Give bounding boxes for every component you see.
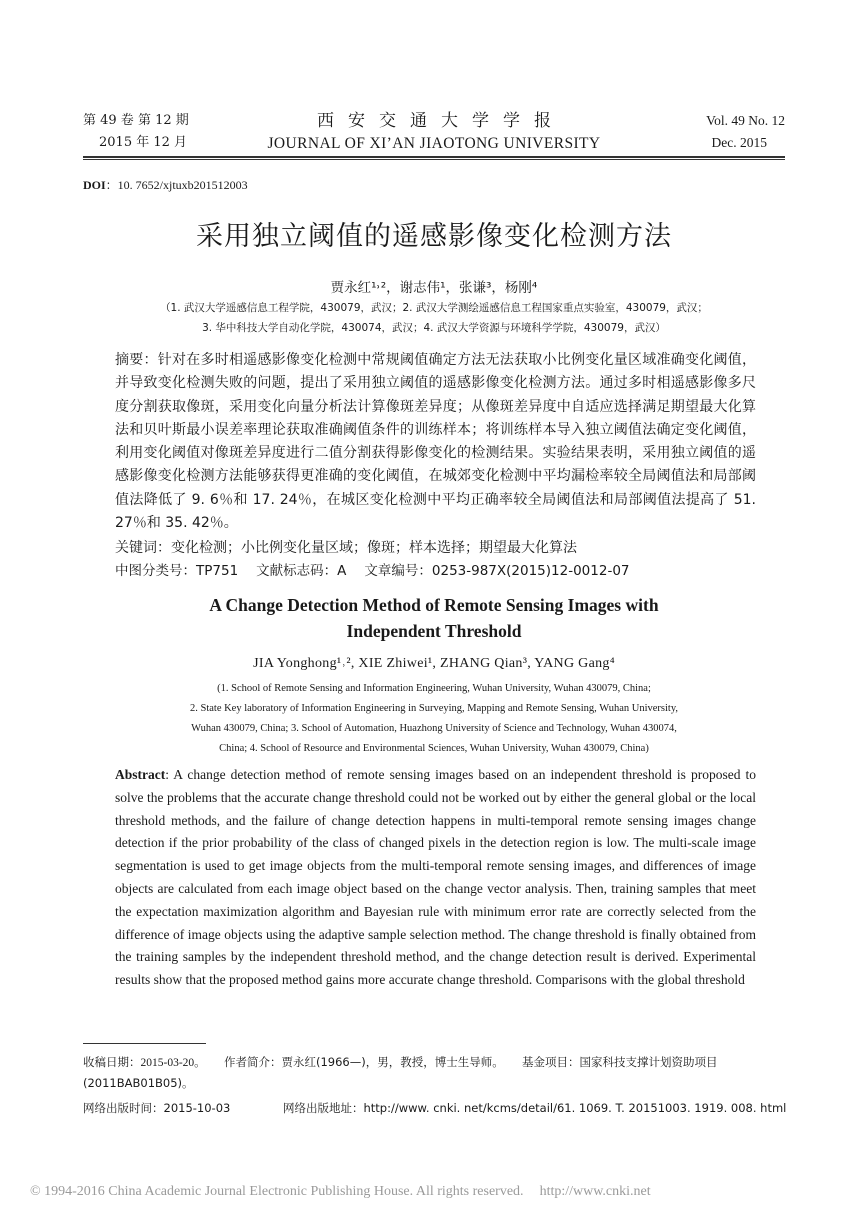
fund-value: 国家科技支撑计划资助项目(2011BAB01B05)。: [83, 1055, 718, 1090]
paper-title-en: [0, 592, 868, 644]
title-en-line: A Change Detection Method of Remote Sensing Images with: [209, 595, 659, 615]
affiliation-line: 2. State Key laboratory of Information Engineering in Surveying, Mapping and Remote Sensing, Wuhan University,: [189, 703, 679, 714]
keywords-cn: [115, 537, 775, 560]
author-bio-label: 作者简介：: [223, 1055, 282, 1069]
abstract-cn: [115, 349, 756, 535]
authors-cn: 贾永红¹˒²，谢志伟¹，张谦³，杨刚⁴: [330, 280, 538, 296]
journal-name-cn: 西安交通大学学报: [317, 111, 565, 131]
header-rule-thick: [83, 156, 785, 158]
article-no-label: 文章编号：: [364, 563, 432, 579]
affiliations-cn: [100, 298, 768, 338]
affiliation-line: Wuhan 430079, China; 3. School of Automation, Huazhong University of Science and Technology, Wuhan 430074,: [191, 723, 677, 734]
volume-issue-cn: 第 49 卷 第 12 期: [83, 113, 189, 128]
date-en: Dec. 2015: [711, 135, 767, 150]
copyright-watermark: [30, 1184, 651, 1200]
article-no-value: 0253-987X(2015)12-0012-07: [431, 563, 630, 579]
header-rule-thin: [83, 159, 785, 160]
doc-code-label: 文献标志码：: [256, 563, 338, 579]
issue-info-en: [706, 110, 785, 154]
affiliations-en: [110, 679, 758, 759]
doi-value: ：10. 7652/xjtuxb201512003: [105, 178, 248, 192]
online-time: 2015-10-03: [163, 1101, 231, 1115]
copyright-text: © 1994-2016 China Academic Journal Electronic Publishing House. All rights reserved.: [30, 1184, 524, 1199]
received-date: 2015-03-20。: [140, 1057, 206, 1069]
fund-label: 基金项目：: [521, 1055, 580, 1069]
abstract-en: [115, 764, 756, 992]
doi-label: DOI: [83, 178, 106, 192]
author-bio: 贾永红(1966—)，男，教授，博士生导师。: [281, 1055, 504, 1069]
date-cn: 2015 年 12 月: [99, 135, 188, 150]
abstract-en-label: Abstract: [115, 767, 166, 782]
doi-line: [83, 176, 248, 193]
abstract-en-text: : A change detection method of remote sensing images based on an independent threshold is proposed to solve the problems that the accurate change threshold could not be worked out by either the general global or the local threshold methods, and the failure of change detection happens in multi-temporal remote sensing images change detection if the prior probability of the class of changed pixels in the detection region is low. The multi-scale image segmentation is used to get image objects from the multi-temporal remote sensing images, and differences of image objects are calculated from each image object based on the change vector analysis. Then, training samples that meet the expectation maximization algorithm and Bayesian rule with minimum error rate are correctly selected from the difference of image objects using the adaptive sample selection method. The change threshold is finally obtained from the training samples by the independent threshold method, and the change detection result is derived. Experimental results show that the proposed method gains more accurate change threshold. Comparisons with the global threshold: [115, 767, 756, 988]
keywords-cn-text: 变化检测；小比例变化量区域；像斑；样本选择；期望最大化算法: [171, 540, 577, 556]
journal-header: [83, 110, 785, 158]
classification-line: [115, 560, 775, 583]
cnki-link[interactable]: http://www.cnki.net: [539, 1184, 651, 1199]
journal-name: [83, 110, 785, 156]
footnote-rule: [83, 1043, 206, 1044]
volume-issue-en: Vol. 49 No. 12: [706, 113, 785, 128]
clc-value: TP751: [196, 563, 239, 579]
affiliation-line: 3. 华中科技大学自动化学院，430074，武汉；4. 武汉大学资源与环境科学学院，430079，武汉）: [202, 322, 666, 334]
journal-name-en: JOURNAL OF XI’AN JIAOTONG UNIVERSITY: [267, 135, 601, 152]
affiliation-line: (1. School of Remote Sensing and Information Engineering, Wuhan University, Wuhan 430079, China;: [217, 683, 651, 694]
online-url[interactable]: http://www. cnki. net/kcms/detail/61. 1069. T. 20151003. 1919. 008. html: [363, 1101, 787, 1115]
abstract-cn-label: 摘要：: [115, 352, 158, 368]
online-url-label: 网络出版地址：: [283, 1101, 364, 1115]
abstract-cn-text: 针对在多时相遥感影像变化检测中常规阈值确定方法无法获取小比例变化量区域准确变化阈值，并导致变化检测失败的问题，提出了采用独立阈值的遥感影像变化检测方法。通过多时相遥感影像多尺度分割获取像斑，采用变化向量分析法计算像斑差异度；从像斑差异度中自适应选择满足期望最大化算法和贝叶斯最小误差率理论获取准确阈值条件的训练样本；将训练样本导入独立阈值法确定变化阈值，利用变化阈值对像斑差异度进行二值分割获得影像变化的检测结果。实验结果表明，采用独立阈值的遥感影像变化检测方法能够获得更准确的变化阈值，在城郊变化检测中平均漏检率较全局阈值法和局部阈值法降低了 9. 6％和 17. 24％，在城区变化检测中平均正确率较全局阈值法和局部阈值法提高了 51. 27％和 35. 42％。: [115, 352, 756, 532]
paper-title-cn: 采用独立阈值的遥感影像变化检测方法: [196, 221, 672, 252]
affiliation-line: China; 4. School of Resource and Environmental Sciences, Wuhan University, Wuhan 430079, China): [219, 743, 649, 754]
title-en-line: Independent Threshold: [346, 621, 522, 641]
online-time-label: 网络出版时间：: [83, 1101, 164, 1115]
online-publication: [83, 1098, 788, 1118]
received-label: 收稿日期：: [83, 1055, 141, 1069]
clc-label: 中图分类号：: [115, 563, 196, 579]
affiliation-line: （1. 武汉大学遥感信息工程学院，430079，武汉；2. 武汉大学测绘遥感信息工程国家重点实验室，430079，武汉；: [160, 302, 708, 314]
footnote-block: [83, 1052, 788, 1093]
authors-en: JIA Yonghong¹˒², XIE Zhiwei¹, ZHANG Qian³, YANG Gang⁴: [253, 656, 615, 671]
keywords-cn-label: 关键词：: [115, 540, 171, 556]
doc-code-value: A: [337, 563, 347, 579]
